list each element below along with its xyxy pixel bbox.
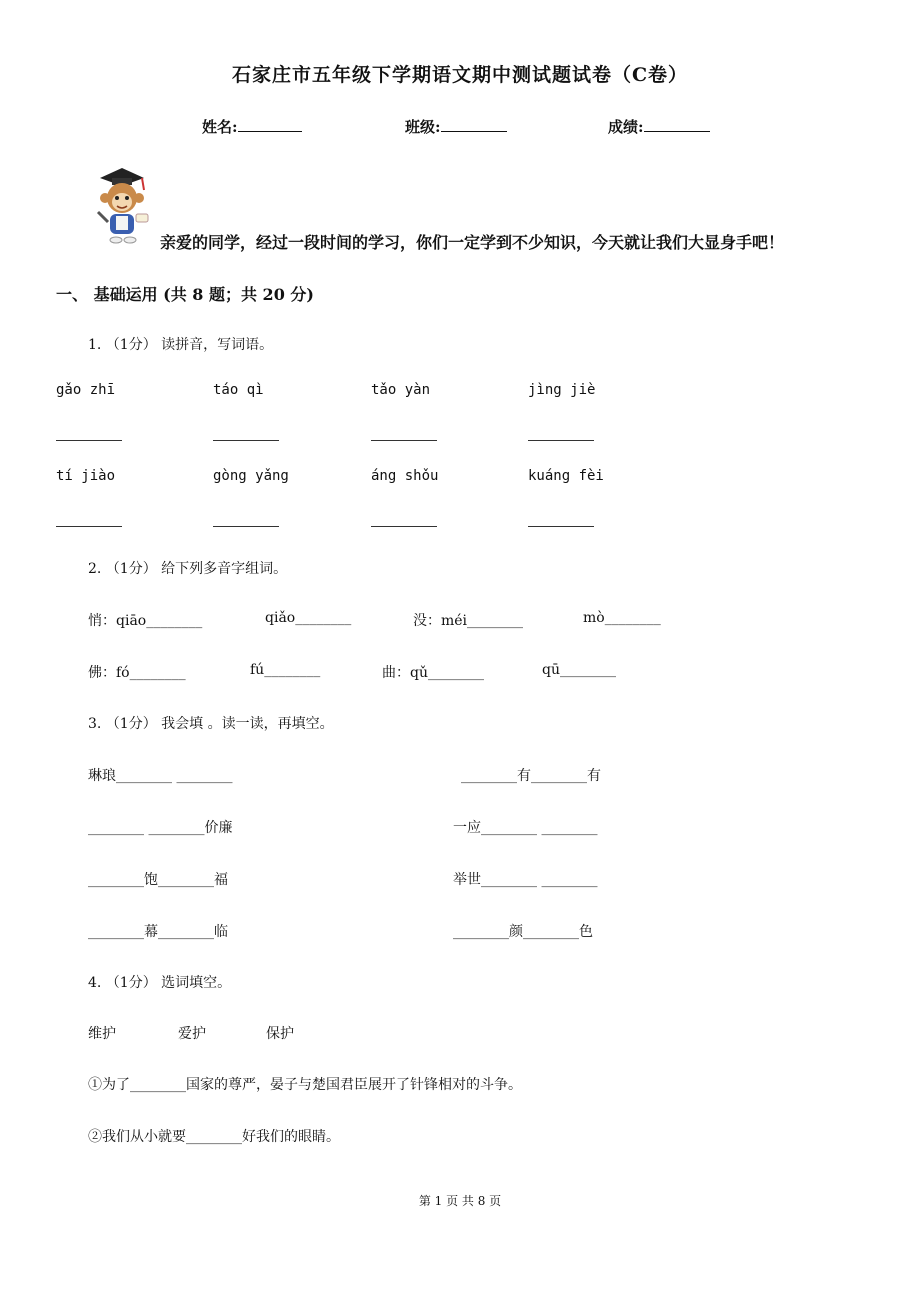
idiom-item[interactable]: ________颜________色 [453, 924, 593, 940]
word-option: 爱护 [178, 1026, 206, 1042]
idiom-item[interactable]: 琳琅________ ________ [88, 768, 233, 784]
polyphone-item[interactable]: 悄：qiāo________ [88, 613, 203, 629]
answer-blank[interactable] [56, 526, 122, 527]
pinyin-6: gòng yǎng [213, 468, 289, 484]
word-option: 维护 [88, 1026, 116, 1042]
question-2-stem: 2. （1分） 给下列多音字组词。 [88, 561, 288, 577]
polyphone-item[interactable]: 没：méi________ [413, 613, 524, 629]
score-field [608, 116, 710, 137]
answer-blank[interactable] [371, 526, 437, 527]
pinyin-2: táo qì [213, 382, 264, 398]
graduate-mascot-icon [86, 164, 154, 248]
question-3-stem: 3. （1分） 我会填 。读一读，再填空。 [88, 716, 334, 732]
page-title: 石家庄市五年级下学期语文期中测试题试卷（C卷） [231, 64, 689, 86]
class-blank[interactable] [441, 117, 507, 132]
name-blank[interactable] [238, 117, 302, 132]
answer-blank[interactable] [528, 526, 594, 527]
polyphone-item[interactable]: qū________ [542, 662, 616, 678]
pinyin-3: tǎo yàn [371, 382, 431, 398]
idiom-item[interactable]: ________幕________临 [88, 924, 228, 940]
word-option: 保护 [266, 1026, 294, 1042]
pinyin-4: jìng jiè [528, 382, 596, 398]
polyphone-item[interactable]: 曲：qǔ________ [382, 665, 484, 681]
answer-blank[interactable] [371, 440, 437, 441]
fill-sentence-1[interactable]: ①为了________国家的尊严，晏子与楚国君臣展开了针锋相对的斗争。 [88, 1077, 522, 1093]
pinyin-5: tí jiào [56, 468, 116, 484]
idiom-item[interactable]: ________ ________价廉 [88, 820, 233, 836]
idiom-item[interactable]: 一应________ ________ [453, 820, 598, 836]
class-field [405, 116, 507, 137]
section-1-heading: 一、 基础运用 (共 8 题；共 20 分) [56, 285, 314, 304]
answer-blank[interactable] [213, 526, 279, 527]
page-footer: 第 1 页 共 8 页 [418, 1194, 502, 1208]
pinyin-7: áng shǒu [371, 468, 439, 484]
name-field [202, 116, 302, 137]
polyphone-item[interactable]: mò________ [583, 610, 661, 626]
question-1-stem: 1. （1分） 读拼音，写词语。 [88, 337, 274, 353]
polyphone-item[interactable]: fú________ [250, 662, 321, 678]
idiom-item[interactable]: ________饱________福 [88, 872, 228, 888]
idiom-item[interactable]: 举世________ ________ [453, 872, 598, 888]
greeting-text: 亲爱的同学，经过一段时间的学习，你们一定学到不少知识，今天就让我们大显身手吧！ [160, 233, 785, 252]
pinyin-1: gǎo zhī [56, 382, 116, 398]
polyphone-item[interactable]: 佛：fó________ [88, 665, 186, 681]
answer-blank[interactable] [213, 440, 279, 441]
fill-sentence-2[interactable]: ②我们从小就要________好我们的眼睛。 [88, 1129, 340, 1145]
answer-blank[interactable] [56, 440, 122, 441]
score-blank[interactable] [644, 117, 710, 132]
polyphone-item[interactable]: qiǎo________ [265, 610, 352, 626]
class-label: 班级: [405, 118, 441, 136]
question-4-stem: 4. （1分） 选词填空。 [88, 975, 232, 991]
score-label: 成绩: [608, 118, 644, 136]
answer-blank[interactable] [528, 440, 594, 441]
idiom-item[interactable]: ________有________有 [461, 768, 601, 784]
name-label: 姓名: [202, 118, 238, 136]
pinyin-8: kuáng fèi [528, 468, 604, 484]
